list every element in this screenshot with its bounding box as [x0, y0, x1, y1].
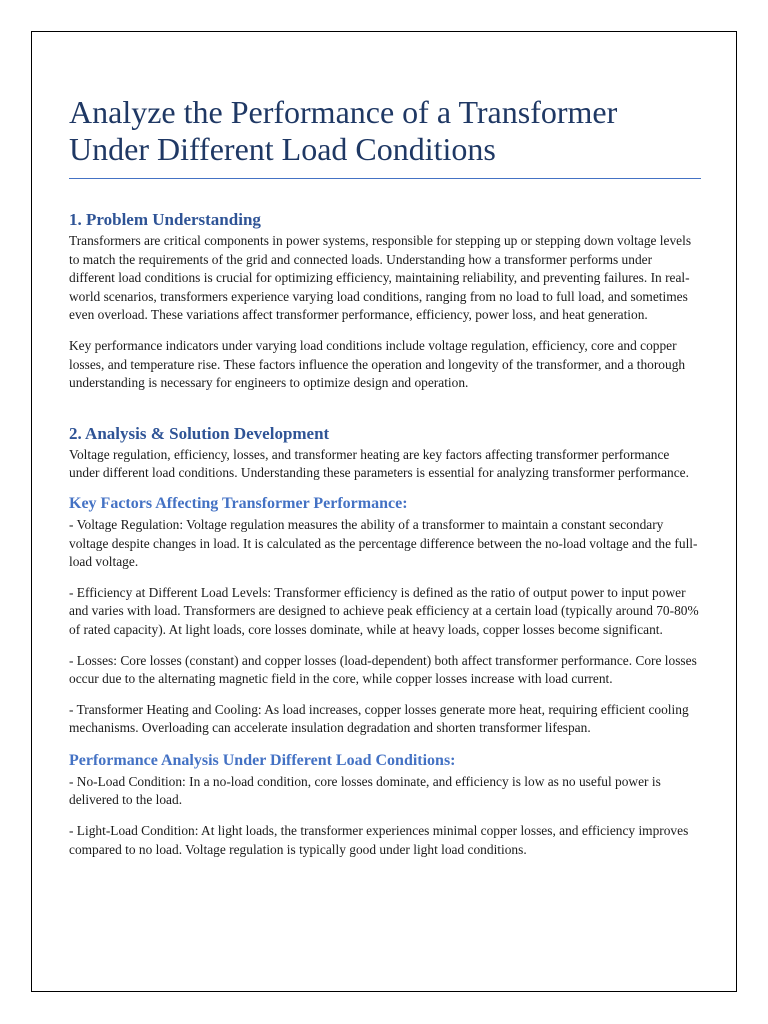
list-item: - Light-Load Condition: At light loads, the transformer experiences minimal copper losses, and efficiency improves compared to no load. Voltage regulation is typically good under light load conditions.: [69, 823, 689, 857]
list-item: - Transformer Heating and Cooling: As load increases, copper losses generate more heat, requiring efficient cooling mechanisms. Overloading can accelerate insulation degradation and shorten transformer lifespan.: [69, 701, 689, 736]
list-item: - Voltage Regulation: Voltage regulation measures the ability of a transformer to maintain a constant secondary voltage despite changes in load. It is calculated as the percentage difference between the no-load voltage and the full-load voltage.: [69, 516, 698, 570]
section-heading-analysis-solution: 2. Analysis & Solution Development: [69, 423, 330, 443]
subheading-key-factors: Key Factors Affecting Transformer Performance:: [69, 494, 408, 512]
paragraph: Key performance indicators under varying load conditions include voltage regulation, efficiency, core and copper losses, and temperature rise. These factors influence the operation and longevity of the transformer, and a thorough understanding is necessary for engineers to optimize design and operation.: [69, 337, 686, 391]
subheading-performance-analysis: Performance Analysis Under Different Load Conditions:: [69, 751, 456, 769]
paragraph: Voltage regulation, efficiency, losses, and transformer heating are key factors affecting transformer performance under different load conditions. Understanding these parameters is essential for analyzing transformer performance.: [69, 446, 689, 481]
list-item: - Losses: Core losses (constant) and copper losses (load-dependent) both affect transformer performance. Core losses occur due to the alternating magnetic field in the core, while copper losses increase with load current.: [69, 652, 697, 687]
document-title: Analyze the Performance of a Transformer Under Different Load Conditions: [69, 94, 618, 167]
list-item: - Efficiency at Different Load Levels: Transformer efficiency is defined as the ratio of output power to input power and varies with load. Transformers are designed to achieve peak efficiency at a certain load (typically around 70-80% of rated capacity). At light loads, core losses dominate, while at heavy loads, copper losses become significant.: [69, 584, 699, 637]
document-page: [31, 31, 737, 992]
list-item: - No-Load Condition: In a no-load condition, core losses dominate, and efficiency is low as no useful power is delivered to the load.: [69, 773, 661, 808]
title-underline-divider: [69, 178, 701, 179]
document-content: [69, 94, 701, 859]
paragraph: Transformers are critical components in power systems, responsible for stepping up or stepping down voltage levels to match the requirements of the grid and connected loads. Understanding how a transformer performs under different load conditions is crucial for optimizing efficiency, maintaining reliability, and preventing failures. In real-world scenarios, transformers experience varying load conditions, ranging from no load to full load, and sometimes even overload. These variations affect transformer performance, efficiency, power loss, and heat generation.: [69, 233, 692, 323]
section-heading-problem-understanding: 1. Problem Understanding: [69, 210, 261, 229]
